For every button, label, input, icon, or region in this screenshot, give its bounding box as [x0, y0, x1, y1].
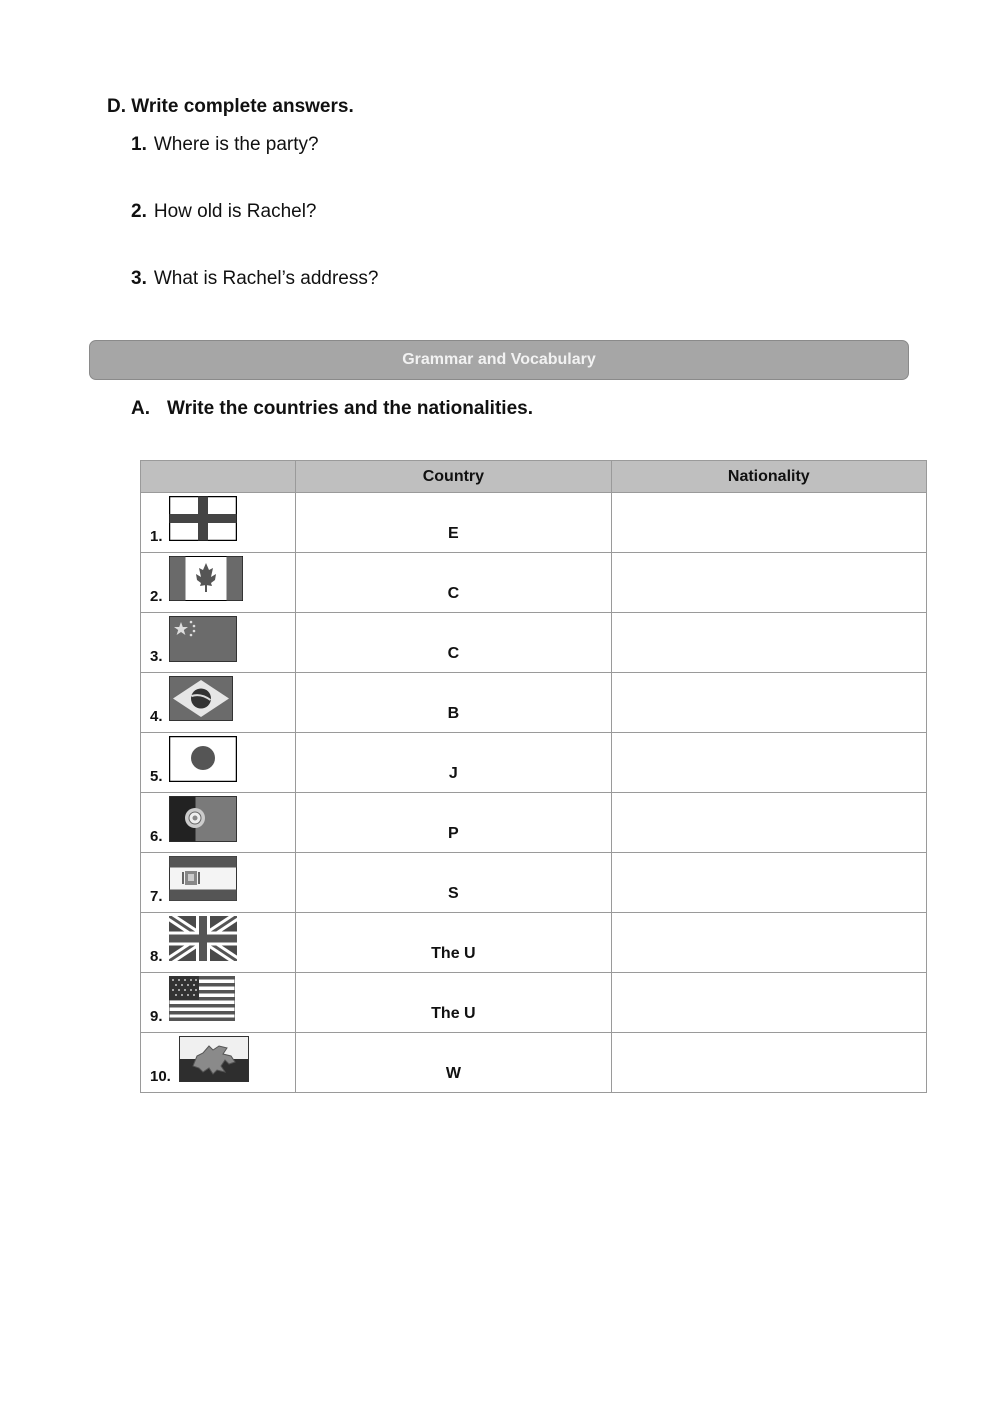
china-flag-icon: [169, 616, 237, 662]
nationality-cell[interactable]: [611, 793, 926, 853]
table-row: [141, 493, 927, 553]
country-cell[interactable]: [296, 1033, 611, 1093]
countries-table: [140, 460, 927, 1093]
nationality-cell[interactable]: [611, 913, 926, 973]
country-hint: J: [448, 765, 458, 782]
country-cell[interactable]: [296, 613, 611, 673]
row-number: 7.: [150, 888, 163, 905]
country-hint: S: [448, 885, 459, 902]
flag-cell: [141, 733, 296, 793]
table-row: [141, 793, 927, 853]
country-cell[interactable]: [296, 913, 611, 973]
section-d-heading: D. Write complete answers.: [107, 96, 354, 117]
flag-cell: [141, 493, 296, 553]
question-text: How old is Rachel?: [153, 201, 317, 222]
row-number: 4.: [150, 708, 163, 725]
header-country: Country: [296, 461, 611, 493]
flag-cell: [141, 793, 296, 853]
country-cell[interactable]: [296, 793, 611, 853]
country-hint: The U: [431, 1005, 476, 1022]
question-number: 2.: [131, 201, 147, 222]
row-number: 5.: [150, 768, 163, 785]
table-row: [141, 733, 927, 793]
section-a-heading: [131, 398, 533, 420]
row-number: 8.: [150, 948, 163, 965]
header-nationality: Nationality: [611, 461, 926, 493]
table-row: [141, 673, 927, 733]
country-hint: The U: [431, 945, 476, 962]
question-number: 3.: [131, 268, 147, 289]
flag-cell: [141, 1033, 296, 1093]
brazil-flag-icon: [169, 676, 233, 721]
nationality-cell[interactable]: [611, 973, 926, 1033]
header-flag: [141, 461, 296, 493]
nationality-cell[interactable]: [611, 613, 926, 673]
section-banner: Grammar and Vocabulary: [89, 340, 909, 380]
nationality-cell[interactable]: [611, 1033, 926, 1093]
row-number: 3.: [150, 648, 163, 665]
row-number: 1.: [150, 528, 163, 545]
nationality-cell[interactable]: [611, 553, 926, 613]
table-row: [141, 613, 927, 673]
table-row: [141, 553, 927, 613]
row-number: 10.: [150, 1068, 171, 1085]
nationality-cell[interactable]: [611, 733, 926, 793]
section-a-instruction: Write the countries and the nationalities.: [167, 398, 533, 419]
canada-flag-icon: [169, 556, 243, 601]
question-1: [131, 134, 319, 156]
question-3: [131, 268, 378, 290]
flag-cell: [141, 553, 296, 613]
england-flag-icon: [169, 496, 237, 541]
uk-flag-icon: [169, 916, 237, 961]
country-hint: C: [447, 585, 460, 602]
country-cell[interactable]: [296, 733, 611, 793]
country-hint: C: [447, 645, 460, 662]
nationality-cell[interactable]: [611, 493, 926, 553]
row-number: 2.: [150, 588, 163, 605]
country-hint: P: [448, 825, 459, 842]
table-row: [141, 853, 927, 913]
country-hint: B: [447, 705, 460, 722]
flag-cell: [141, 913, 296, 973]
country-cell[interactable]: [296, 973, 611, 1033]
country-cell[interactable]: [296, 493, 611, 553]
flag-cell: [141, 973, 296, 1033]
table-header-row: [141, 461, 927, 493]
flag-cell: [141, 673, 296, 733]
country-hint: E: [448, 525, 459, 542]
flag-cell: [141, 853, 296, 913]
country-cell[interactable]: [296, 853, 611, 913]
japan-flag-icon: [169, 736, 237, 782]
table-row: [141, 973, 927, 1033]
portugal-flag-icon: [169, 796, 237, 842]
question-number: 1.: [131, 134, 147, 155]
question-text: What is Rachel’s address?: [153, 268, 379, 289]
row-number: 9.: [150, 1008, 163, 1025]
row-number: 6.: [150, 828, 163, 845]
question-2: [131, 201, 317, 223]
country-cell[interactable]: [296, 553, 611, 613]
table-row: [141, 913, 927, 973]
country-hint: W: [445, 1065, 461, 1082]
question-text: Where is the party?: [153, 134, 319, 155]
country-cell[interactable]: [296, 673, 611, 733]
section-a-letter: A.: [131, 398, 150, 419]
usa-flag-icon: [169, 976, 235, 1021]
nationality-cell[interactable]: [611, 853, 926, 913]
nationality-cell[interactable]: [611, 673, 926, 733]
wales-flag-icon: [179, 1036, 249, 1082]
spain-flag-icon: [169, 856, 237, 901]
table-row: [141, 1033, 927, 1093]
flag-cell: [141, 613, 296, 673]
